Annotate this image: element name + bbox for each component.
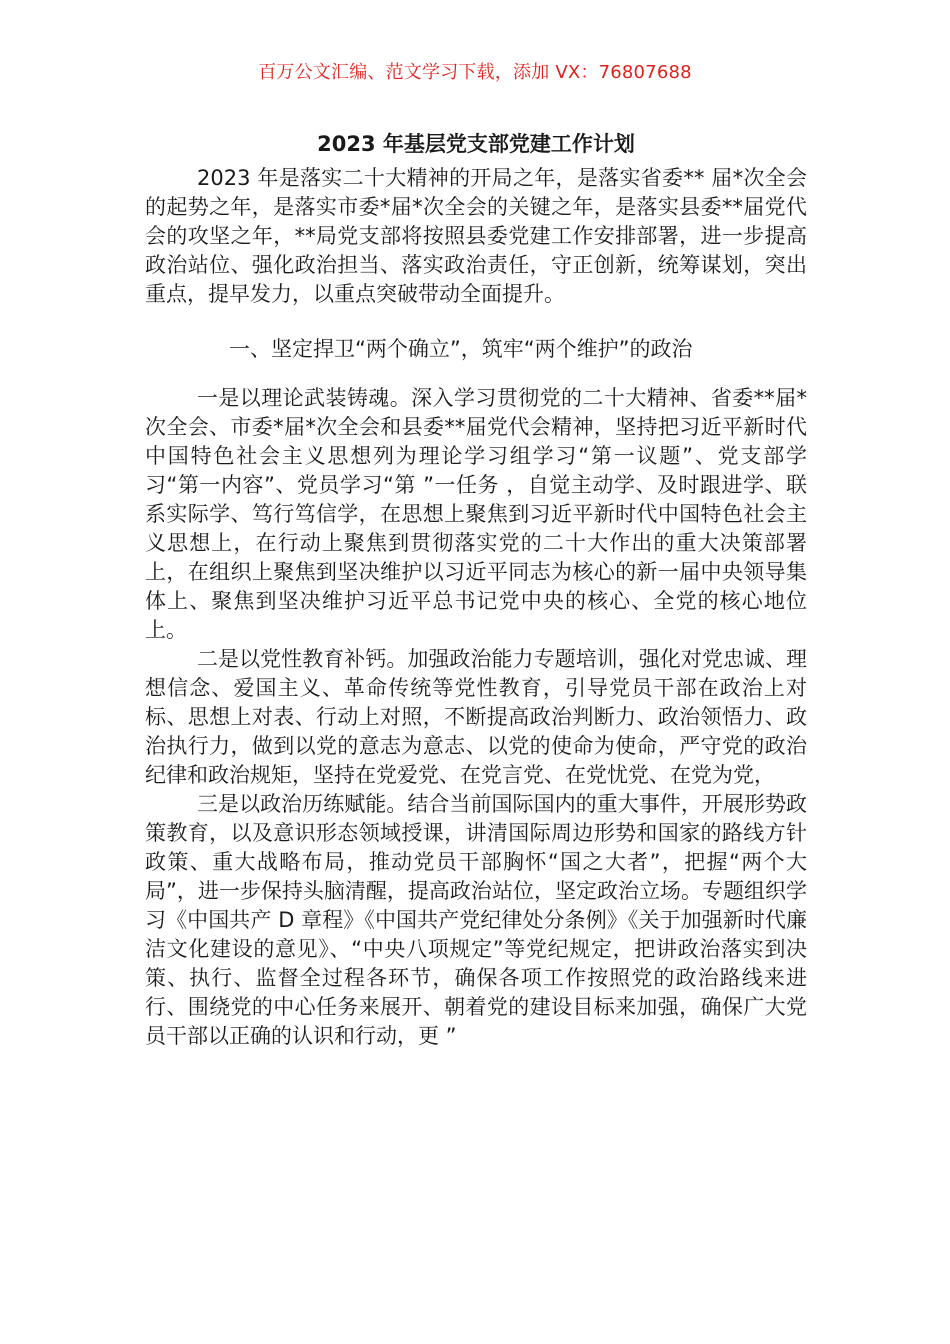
document-body (145, 128, 807, 1051)
paragraph-political-training: 三是以政治历练赋能。结合当前国际国内的重大事件，开展形势政策教育，以及意识形态领域授课，讲清国际周边形势和国家的路线方针政策、重大战略布局，推动党员干部胸怀“国之大者”，把握“两个大局”，进一步保持头脑清醒，提高政治站位，坚定政治立场。专题组织学习《中国共产 D 章程》《中国共产党纪律处分条例》《关于加强新时代廉洁文化建设的意见》、“中央八项规定”等党纪规定，把讲政治落实到决策、执行、监督全过程各环节，确保各项工作按照党的政治路线来进行、围绕党的中心任务来展开、朝着党的建设目标来加强，确保广大党员干部以正确的认识和行动，更 ” (145, 792, 807, 1048)
paragraph-party-education: 二是以党性教育补钙。加强政治能力专题培训，强化对党忠诚、理想信念、爱国主义、革命传统等党性教育，引导党员干部在政治上对标、思想上对表、行动上对照，不断提高政治判断力、政治领悟力、政治执行力，做到以党的意志为意志、以党的使命为使命，严守党的政治纪律和政治规矩，坚持在党爱党、在党言党、在党忧党、在党为党， (145, 647, 807, 787)
watermark-header: 百万公文汇编、范文学习下载，添加 VX：76807688 (258, 62, 692, 83)
section-heading-1: 一、坚定捍卫“两个确立”，筑牢“两个维护”的政治 (229, 337, 693, 361)
paragraph-theory: 一是以理论武装铸魂。深入学习贯彻党的二十大精神、省委**届*次全会、市委*届*次全会和县委**届党代会精神，坚持把习近平新时代中国特色社会主义思想列为理论学习组学习“第一议题”、党支部学习“第一内容”、党员学习“第 ”一任务 ，自觉主动学、及时跟进学、联系实际学、笃行笃信学，在思想上聚焦到习近平新时代中国特色社会主义思想上，在行动上聚焦到贯彻落实党的二十大作出的重大决策部署上，在组织上聚焦到坚决维护以习近平同志为核心的新一届中央领导集体上、聚焦到坚决维护习近平总书记党中央的核心、全党的核心地位上。 (145, 386, 807, 642)
document-title: 2023 年基层党支部党建工作计划 (317, 132, 635, 156)
intro-paragraph: 2023 年是落实二十大精神的开局之年，是落实省委** 届*次全会的起势之年，是落实市委*届*次全会的关键之年，是落实县委**届党代会的攻坚之年，**局党支部将按照县委党建工作安排部署，进一步提高政治站位、强化政治担当、落实政治责任，守正创新，统筹谋划，突出重点，提早发力，以重点突破带动全面提升。 (145, 166, 807, 306)
